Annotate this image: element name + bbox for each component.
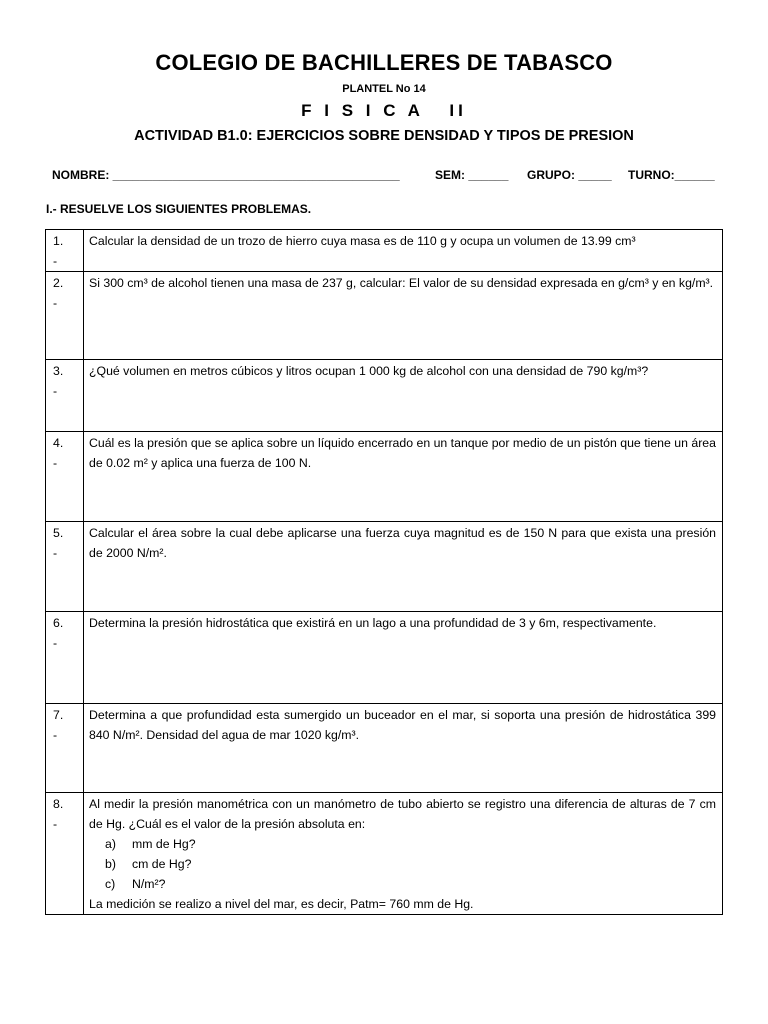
- problem-text: Cuál es la presión que se aplica sobre un líquido encerrado en un tanque por medio de un pistón que tiene un área de 0.02 m² y aplica una fuerza de 100 N.: [89, 436, 716, 470]
- problem-text-cell: [84, 432, 723, 522]
- problem-text-cell: [84, 230, 723, 272]
- problem-dash: -: [53, 817, 58, 831]
- problem-row: [46, 793, 723, 915]
- problem-text-cell: [84, 793, 723, 915]
- subitem-label: a): [105, 837, 116, 851]
- problem-text-cell: [84, 522, 723, 612]
- problem-number: [46, 432, 84, 522]
- problem-text-cell: [84, 272, 723, 360]
- problem-text-cell: [84, 360, 723, 432]
- problem-number: [46, 230, 84, 272]
- problem-number: [46, 522, 84, 612]
- problem-number-label: 5.: [53, 526, 64, 540]
- problem-dash: -: [53, 728, 58, 742]
- problem-number-label: 7.: [53, 708, 64, 722]
- problem-row: [46, 522, 723, 612]
- problem-number-label: 1.: [53, 234, 64, 248]
- problem-dash: -: [53, 636, 58, 650]
- problem-text: ¿Qué volumen en metros cúbicos y litros ocupan 1 000 kg de alcohol con una densidad de 790 kg/m³?: [89, 364, 649, 378]
- problem-text: Si 300 cm³ de alcohol tienen una masa de 237 g, calcular: El valor de su densidad expresada en g/cm³ y en kg/m³.: [89, 276, 714, 290]
- plantel-label: PLANTEL No 14: [342, 83, 426, 95]
- turno-field[interactable]: TURNO:______: [628, 168, 715, 182]
- sem-field[interactable]: SEM: ______: [435, 168, 509, 182]
- problem-text: Determina a que profundidad esta sumergido un buceador en el mar, si soporta una presión de hidrostática 399 840 N/m². Densidad del agua de mar 1020 kg/m³.: [89, 708, 716, 742]
- problem-number-label: 8.: [53, 797, 64, 811]
- problem-dash: -: [53, 296, 58, 310]
- problem-row: [46, 432, 723, 522]
- problem-number: [46, 272, 84, 360]
- problem-number-label: 4.: [53, 436, 64, 450]
- problem-text: Calcular la densidad de un trozo de hierro cuya masa es de 110 g y ocupa un volumen de 13.99 cm³: [89, 234, 636, 248]
- activity-title: ACTIVIDAD B1.0: EJERCICIOS SOBRE DENSIDAD Y TIPOS DE PRESION: [134, 128, 634, 144]
- problem-number: [46, 360, 84, 432]
- subject-title: F I S I C A II: [301, 101, 467, 120]
- problem-text: Calcular el área sobre la cual debe aplicarse una fuerza cuya magnitud es de 150 N para que exista una presión de 2000 N/m².: [89, 526, 716, 560]
- problem-note: La medición se realizo a nivel del mar, es decir, Patm= 760 mm de Hg.: [89, 897, 474, 911]
- problem-text-cell: [84, 704, 723, 793]
- subitem-text: mm de Hg?: [132, 837, 196, 851]
- subitem-label: c): [105, 877, 116, 891]
- problem-text-cell: [84, 612, 723, 704]
- problem-number: [46, 704, 84, 793]
- problem-text: Determina la presión hidrostática que existirá en un lago a una profundidad de 3 y 6m, respectivamente.: [89, 616, 657, 630]
- problem-subitem: [89, 854, 716, 874]
- problem-dash: -: [53, 456, 58, 470]
- grupo-field[interactable]: GRUPO: _____: [527, 168, 612, 182]
- school-title: COLEGIO DE BACHILLERES DE TABASCO: [155, 50, 613, 75]
- problem-number-label: 2.: [53, 276, 64, 290]
- problem-number-label: 3.: [53, 364, 64, 378]
- problem-subitem: [89, 834, 716, 854]
- problem-row: [46, 704, 723, 793]
- problem-dash: -: [53, 384, 58, 398]
- problem-text: Al medir la presión manométrica con un manómetro de tubo abierto se registro una diferencia de alturas de 7 cm de Hg. ¿Cuál es el valor de la presión absoluta en:: [89, 797, 716, 831]
- problem-dash: -: [53, 546, 58, 560]
- problem-row: [46, 360, 723, 432]
- problem-number-label: 6.: [53, 616, 64, 630]
- nombre-field[interactable]: NOMBRE: ___________________________________________: [52, 168, 400, 182]
- problems-table: [45, 229, 723, 915]
- subitem-text: N/m²?: [132, 877, 166, 891]
- problem-number: [46, 612, 84, 704]
- problem-row: [46, 612, 723, 704]
- instructions-heading: I.- RESUELVE LOS SIGUIENTES PROBLEMAS.: [46, 202, 312, 216]
- subitem-text: cm de Hg?: [132, 857, 192, 871]
- problem-subitem: [89, 874, 716, 894]
- subitem-label: b): [105, 857, 116, 871]
- problem-row: [46, 272, 723, 360]
- problem-row: [46, 230, 723, 272]
- problem-number: [46, 793, 84, 915]
- problem-dash: -: [53, 254, 58, 268]
